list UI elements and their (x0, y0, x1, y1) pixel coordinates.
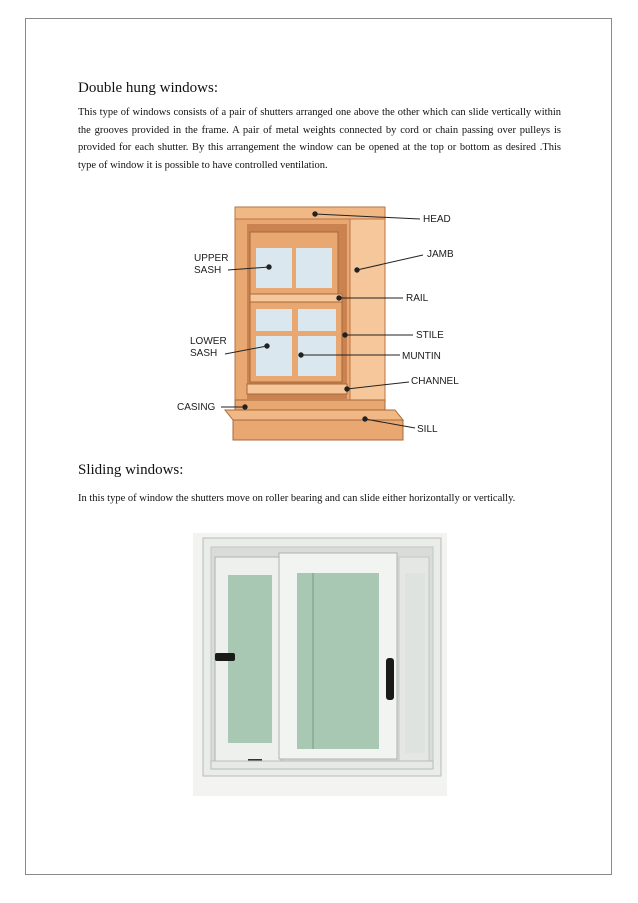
paragraph-double-hung: This type of windows consists of a pair of shutters arranged one above the other which can slide vertically within the grooves provided in the frame. A pair of metal weights connected by cord or chain passing over pulleys is provided for each shutter. By this arrangement the window can be opened at the top or bottom as desired .This type of window it is possible to have controlled ventilation. (78, 107, 561, 171)
bottom-track (211, 761, 433, 769)
label-lower-sash-line1: LOWER (190, 336, 227, 347)
label-stile: STILE (416, 330, 444, 341)
label-rail: RAIL (406, 293, 429, 304)
label-channel: CHANNEL (411, 376, 459, 387)
lower-sash-pane-4 (298, 336, 336, 376)
sill-front (233, 420, 403, 440)
label-upper-sash-line1: UPPER (194, 253, 229, 264)
window-jamb (350, 217, 385, 422)
right-sash-glass (297, 573, 379, 749)
section-heading-sliding: Sliding windows: (78, 462, 184, 478)
label-sill: SILL (417, 424, 438, 435)
sliding-window-photo (193, 533, 447, 796)
paragraph-sliding: In this type of window the shutters move on roller bearing and can slide either horizontally or vertically. (78, 493, 516, 504)
label-casing: CASING (177, 402, 216, 413)
label-jamb: JAMB (427, 249, 454, 260)
label-muntin: MUNTIN (402, 351, 441, 362)
label-lower-sash-line2: SASH (190, 348, 218, 359)
window-head (235, 207, 385, 219)
right-fixed-glass (405, 573, 425, 753)
double-hung-window-diagram (165, 202, 475, 442)
lower-sash-pane-2 (298, 309, 336, 331)
lower-casing (235, 400, 385, 410)
upper-sash-pane-right (296, 248, 332, 288)
window-sill (225, 410, 403, 420)
label-upper-sash-line2: SASH (194, 265, 222, 276)
lower-sash-pane-3 (256, 336, 292, 376)
lower-sash-pane-1 (256, 309, 292, 331)
channel (247, 384, 347, 394)
right-handle (386, 658, 394, 700)
label-head: HEAD (423, 214, 451, 225)
meeting-rail (250, 294, 342, 302)
left-handle (215, 653, 235, 661)
section-heading-double-hung: Double hung windows: (78, 80, 218, 96)
